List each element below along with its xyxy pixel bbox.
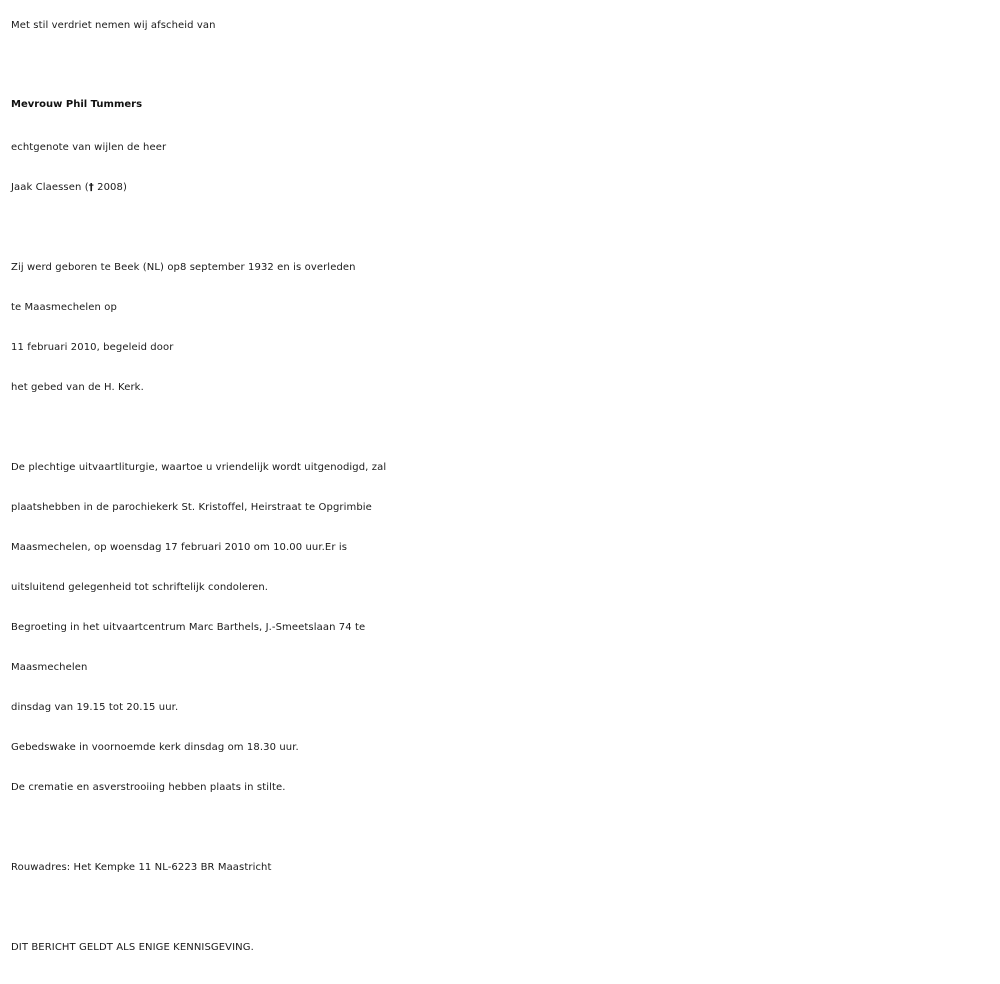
mourning-address: Rouwadres: Het Kempke 11 NL-6223 BR Maastricht: [11, 862, 272, 873]
spouse-line-1: echtgenote van wijlen de heer: [11, 142, 167, 153]
spouse-name: Jaak Claessen (: [11, 182, 89, 193]
funeral-line: De plechtige uitvaartliturgie, waartoe u vriendelijk wordt uitgenodigd, zal: [11, 462, 387, 473]
funeral-line: Maasmechelen: [11, 662, 88, 673]
death-notice: [11, 6, 996, 968]
funeral-line: Gebedswake in voornoemde kerk dinsdag om 18.30 uur.: [11, 742, 299, 753]
funeral-line: plaatshebben in de parochiekerk St. Kristoffel, Heirstraat te Opgrimbie: [11, 502, 372, 513]
spouse-line-2: [11, 168, 996, 208]
spacer: [11, 808, 996, 848]
funeral-line: Maasmechelen, op woensdag 17 februari 2010 om 10.00 uur.Er is: [11, 542, 348, 553]
funeral-line: uitsluitend gelegenheid tot schriftelijk condoleren.: [11, 582, 269, 593]
notice-text: DIT BERICHT GELDT ALS ENIGE KENNISGEVING.: [11, 942, 254, 953]
spacer: [11, 408, 996, 448]
spacer: [11, 208, 996, 248]
funeral-line: De crematie en asverstrooiing hebben plaats in stilte.: [11, 782, 286, 793]
birth-line: het gebed van de H. Kerk.: [11, 382, 144, 393]
birth-line: te Maasmechelen op: [11, 302, 117, 313]
birth-line: 11 februari 2010, begeleid door: [11, 342, 174, 353]
birth-line: Zij werd geboren te Beek (NL) op8 september 1932 en is overleden: [11, 262, 356, 273]
intro-text: Met stil verdriet nemen wij afscheid van: [11, 20, 216, 31]
funeral-line: Begroeting in het uitvaartcentrum Marc Barthels, J.-Smeetslaan 74 te: [11, 622, 366, 633]
spouse-death-year: 2008): [93, 182, 127, 193]
spacer: [11, 888, 996, 928]
deceased-name: Mevrouw Phil Tummers: [11, 99, 143, 110]
funeral-line: dinsdag van 19.15 tot 20.15 uur.: [11, 702, 179, 713]
cross-icon: †: [88, 182, 94, 193]
